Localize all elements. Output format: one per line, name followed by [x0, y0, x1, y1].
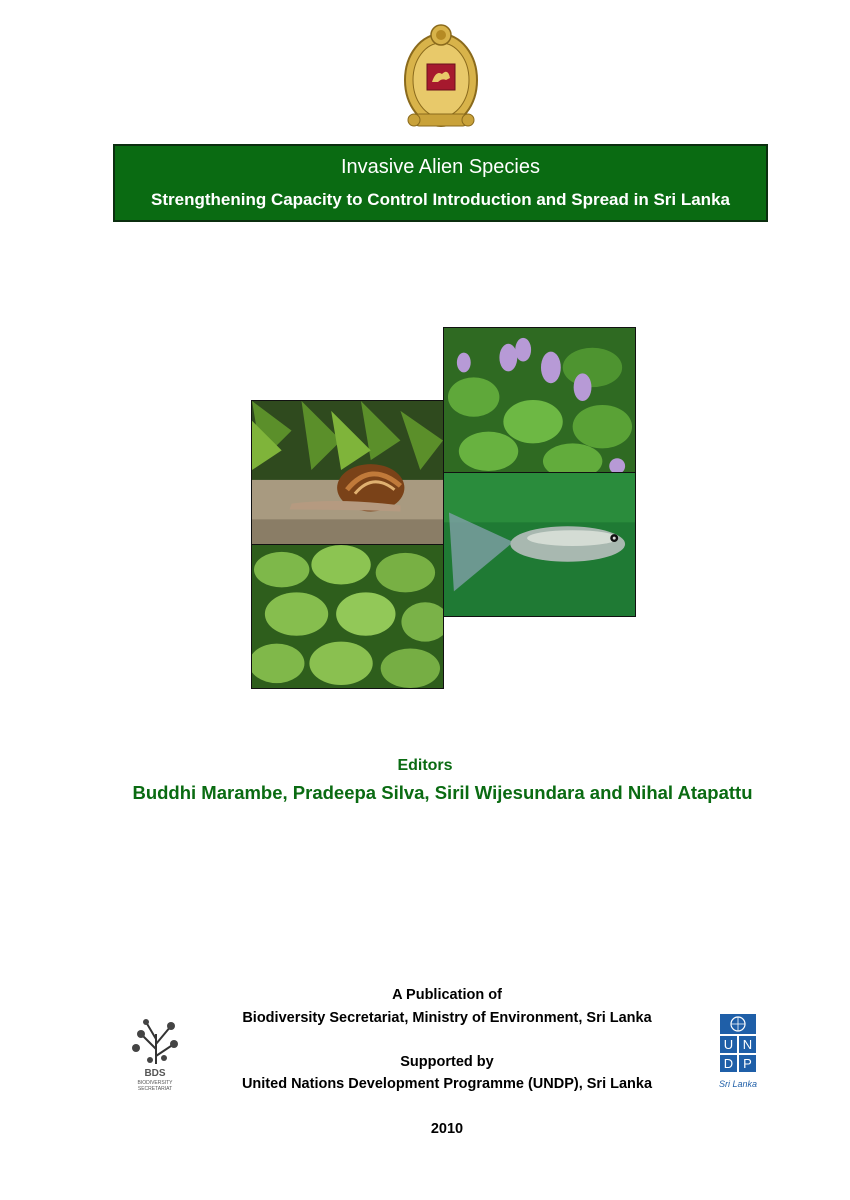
support-label: Supported by [400, 1054, 494, 1070]
editors-names: Buddhi Marambe, Pradeepa Silva, Siril Wijesundara and Nihal Atapattu [132, 782, 753, 803]
page-subtitle: Strengthening Capacity to Control Introduction and Spread in Sri Lanka [151, 190, 730, 209]
guppy-fish-photo [443, 472, 636, 617]
undp-logo [716, 1014, 760, 1094]
undp-letter-d: D [723, 1056, 734, 1071]
page-title: Invasive Alien Species [340, 156, 540, 178]
bds-caption-2: SECRETARIAT [137, 1086, 173, 1092]
bds-caption-1: BIODIVERSITY [137, 1080, 173, 1086]
supporter-name: United Nations Development Programme (UNDP), Sri Lanka [241, 1076, 653, 1092]
bds-letters: BDS [144, 1068, 166, 1079]
publication-label: A Publication of [392, 987, 502, 1003]
snail-photo [251, 400, 444, 546]
bds-logo [126, 1014, 184, 1092]
publication-year: 2010 [430, 1121, 464, 1137]
editors-label: Editors [397, 757, 453, 774]
undp-letter-u: U [723, 1037, 734, 1052]
water-hyacinth-photo [443, 327, 636, 474]
undp-letter-n: N [742, 1037, 753, 1052]
undp-caption: Sri Lanka [718, 1079, 758, 1089]
water-fern-photo [251, 544, 444, 689]
publisher-name: Biodiversity Secretariat, Ministry of Environment, Sri Lanka [242, 1010, 652, 1026]
title-banner [113, 144, 768, 222]
undp-letter-p: P [743, 1056, 752, 1071]
sri-lanka-emblem [402, 22, 480, 134]
